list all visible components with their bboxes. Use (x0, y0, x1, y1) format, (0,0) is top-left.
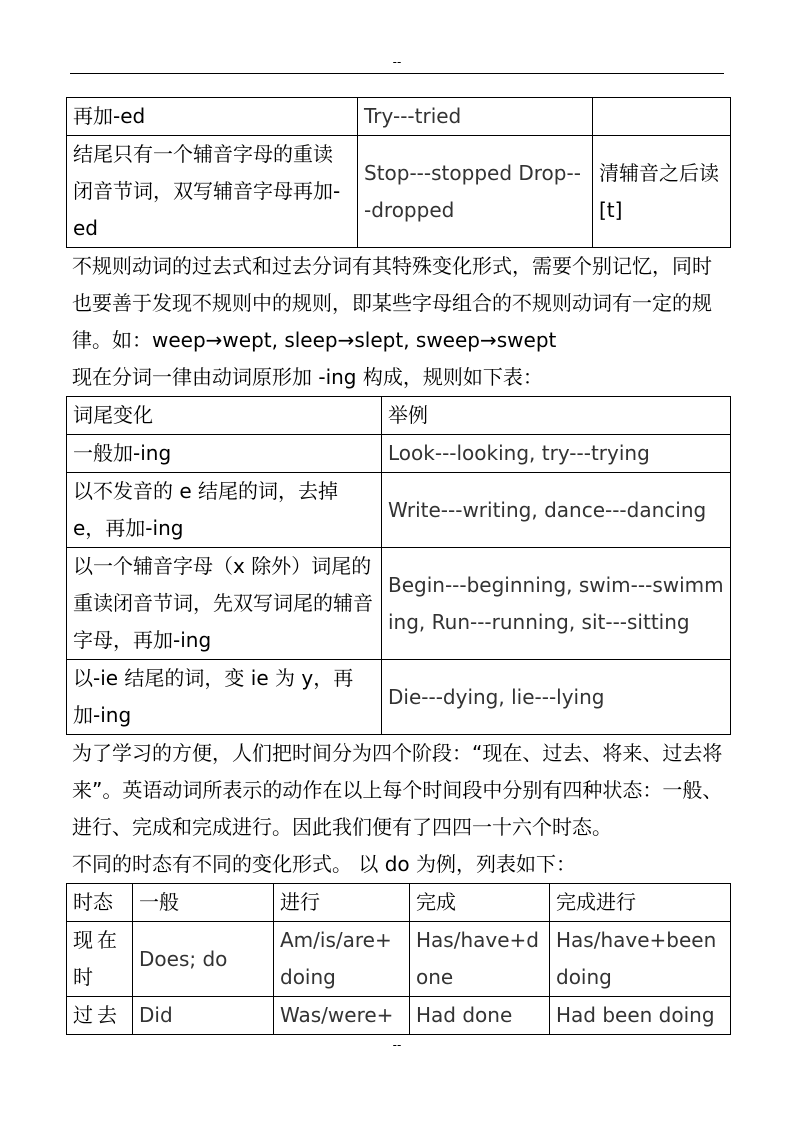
table-row (67, 922, 731, 997)
table-row (67, 435, 731, 473)
table-header-row (67, 884, 731, 922)
example-cell (358, 136, 593, 248)
column-header: 进行 (274, 884, 410, 922)
present-participle-table (66, 396, 731, 735)
paragraph: 为了学习的方便，人们把时间分为四个阶段：“现在、过去、将来、过去将来”。英语动词所表示的动作在以上每个时间段中分别有四种状态：一般、进行、完成和完成进行。因此我们便有了四四一十六个时态。 (72, 741, 723, 839)
perfect-progressive-cell: Has/have+been doing (550, 922, 731, 997)
table-row (67, 98, 731, 136)
document-body (66, 97, 730, 1035)
rule-cell: 以不发音的 e 结尾的词，去掉 e，再加-ing (67, 473, 382, 548)
page-footer: -- (392, 1038, 402, 1052)
paragraph: 不同的时态有不同的变化形式。 以 do 为例，列表如下： (72, 852, 577, 876)
tense-name-cell: 现在时 (67, 922, 133, 997)
example-cell: Try---tried (358, 98, 593, 136)
simple-cell: Did (133, 997, 274, 1035)
example-cell: Look---looking, try---trying (382, 435, 731, 473)
tense-table (66, 883, 731, 1035)
rule-cell: 一般加-ing (67, 435, 382, 473)
tense-name-cell: 过去 (67, 997, 133, 1035)
pronunciation-cell: 清辅音之后读[t] (593, 136, 731, 248)
paragraph: 现在分词一律由动词原形加 -ing 构成，规则如下表： (72, 365, 543, 389)
example-cell: Begin---beginning, swim---swimming, Run---running, sit---sitting (382, 548, 731, 660)
pronunciation-cell (593, 98, 731, 136)
example-text: Stop---stopped Drop---dropped (364, 160, 581, 222)
rule-cell: 再加-ed (67, 98, 358, 136)
example-cell: Die---dying, lie---lying (382, 660, 731, 735)
table-row (67, 473, 731, 548)
perfect-progressive-cell: Had been doing (550, 997, 731, 1035)
column-header: 时态 (67, 884, 133, 922)
page-header: -- (392, 55, 402, 69)
column-header: 词尾变化 (67, 397, 382, 435)
perfect-cell: Had done (410, 997, 550, 1035)
table-row (67, 548, 731, 660)
column-header: 完成 (410, 884, 550, 922)
past-tense-rules-table (66, 97, 731, 248)
rule-cell: 以-ie 结尾的词，变 ie 为 y，再加-ing (67, 660, 382, 735)
paragraph: 不规则动词的过去式和过去分词有其特殊变化形式，需要个别记忆，同时也要善于发现不规则中的规则，即某些字母组合的不规则动词有一定的规律。如：weep→wept, sleep→slept, sweep→swept (72, 254, 712, 352)
column-header: 举例 (382, 397, 731, 435)
rule-cell: 以一个辅音字母（x 除外）词尾的重读闭音节词，先双写词尾的辅音字母，再加-ing (67, 548, 382, 660)
table-row (67, 997, 731, 1035)
progressive-cell: Am/is/are+doing (274, 922, 410, 997)
table-row (67, 660, 731, 735)
progressive-cell: Was/were+ (274, 997, 410, 1035)
column-header: 完成进行 (550, 884, 731, 922)
column-header: 一般 (133, 884, 274, 922)
table-header-row (67, 397, 731, 435)
rule-cell: 结尾只有一个辅音字母的重读闭音节词，双写辅音字母再加-ed (67, 136, 358, 248)
header-rule (70, 73, 724, 74)
example-cell: Write---writing, dance---dancing (382, 473, 731, 548)
simple-cell: Does; do (133, 922, 274, 997)
table-row (67, 136, 731, 248)
perfect-cell: Has/have+done (410, 922, 550, 997)
